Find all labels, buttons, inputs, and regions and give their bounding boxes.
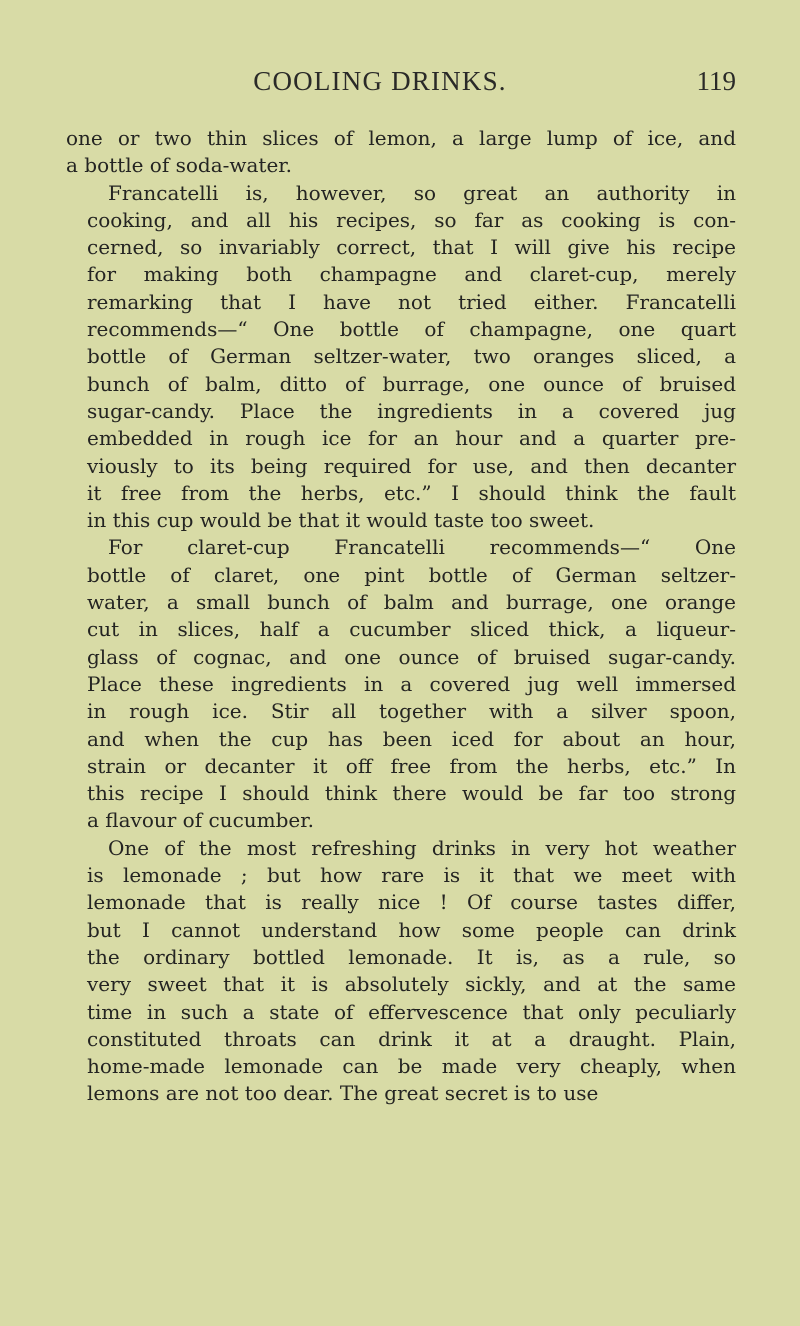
text-line: bunch of balm, ditto of burrage, one ounce of bruised (87, 371, 736, 396)
text-line: for making both champagne and claret-cup, merely (87, 262, 736, 287)
body-text (66, 125, 736, 1108)
paragraph (66, 534, 736, 834)
text-line: viously to its being required for use, and then decanter (87, 453, 736, 478)
text-line: One of the most refreshing drinks in very hot weather (108, 835, 736, 860)
text-line: strain or decanter it off free from the herbs, etc.” In (87, 753, 736, 778)
text-line: is lemonade ; but how rare is it that we meet with (87, 863, 736, 888)
text-line: in rough ice. Stir all together with a silver spoon, (87, 699, 736, 724)
text-line: glass of cognac, and one ounce of bruised sugar-candy. (87, 644, 736, 669)
text-line: lemonade that is really nice ! Of course tastes differ, (87, 890, 736, 915)
text-line: recommends—“ One bottle of champagne, one quart (87, 317, 736, 342)
paragraph (66, 125, 736, 180)
page-header (0, 66, 800, 110)
text-line: lemons are not too dear. The great secret is to use (87, 1081, 599, 1106)
text-line: time in such a state of effervescence that only peculiarly (87, 999, 736, 1024)
text-line: bottle of German seltzer-water, two oranges sliced, a (87, 344, 736, 369)
text-line: cut in slices, half a cucumber sliced thick, a liqueur- (87, 617, 736, 642)
text-line: Francatelli is, however, so great an authority in (108, 180, 736, 205)
text-line: constituted throats can drink it at a draught. Plain, (87, 1026, 736, 1051)
text-line: but I cannot understand how some people can drink (87, 917, 736, 942)
text-line: the ordinary bottled lemonade. It is, as a rule, so (87, 944, 736, 969)
text-line: Place these ingredients in a covered jug well immersed (87, 671, 736, 696)
text-line: water, a small bunch of balm and burrage, one orange (87, 590, 736, 615)
paragraph (66, 835, 736, 1108)
text-line: this recipe I should think there would be far too strong (87, 781, 736, 806)
running-title: COOLING DRINKS. (253, 66, 507, 96)
text-line: For claret-cup Francatelli recommends—“ One (108, 535, 736, 560)
text-line: a flavour of cucumber. (87, 808, 314, 833)
text-line: cooking, and all his recipes, so far as cooking is con- (87, 207, 736, 232)
text-line: bottle of claret, one pint bottle of German seltzer- (87, 562, 736, 587)
text-line: cerned, so invariably correct, that I will give his recipe (87, 235, 736, 260)
page-number: 119 (696, 66, 736, 96)
text-line: one or two thin slices of lemon, a large lump of ice, and (66, 126, 736, 150)
text-line: and when the cup has been iced for about an hour, (87, 726, 736, 751)
text-line: a bottle of soda-water. (66, 153, 293, 178)
text-line: remarking that I have not tried either. Francatelli (87, 289, 736, 314)
text-line: sugar-candy. Place the ingredients in a covered jug (87, 398, 736, 423)
text-line: very sweet that it is absolutely sickly, and at the same (87, 972, 736, 997)
text-line: home-made lemonade can be made very cheaply, when (87, 1054, 736, 1079)
text-line: embedded in rough ice for an hour and a quarter pre- (87, 426, 736, 451)
paragraph (66, 180, 736, 535)
text-line: in this cup would be that it would taste too sweet. (87, 508, 595, 533)
text-line: it free from the herbs, etc.” I should think the fault (87, 480, 736, 505)
